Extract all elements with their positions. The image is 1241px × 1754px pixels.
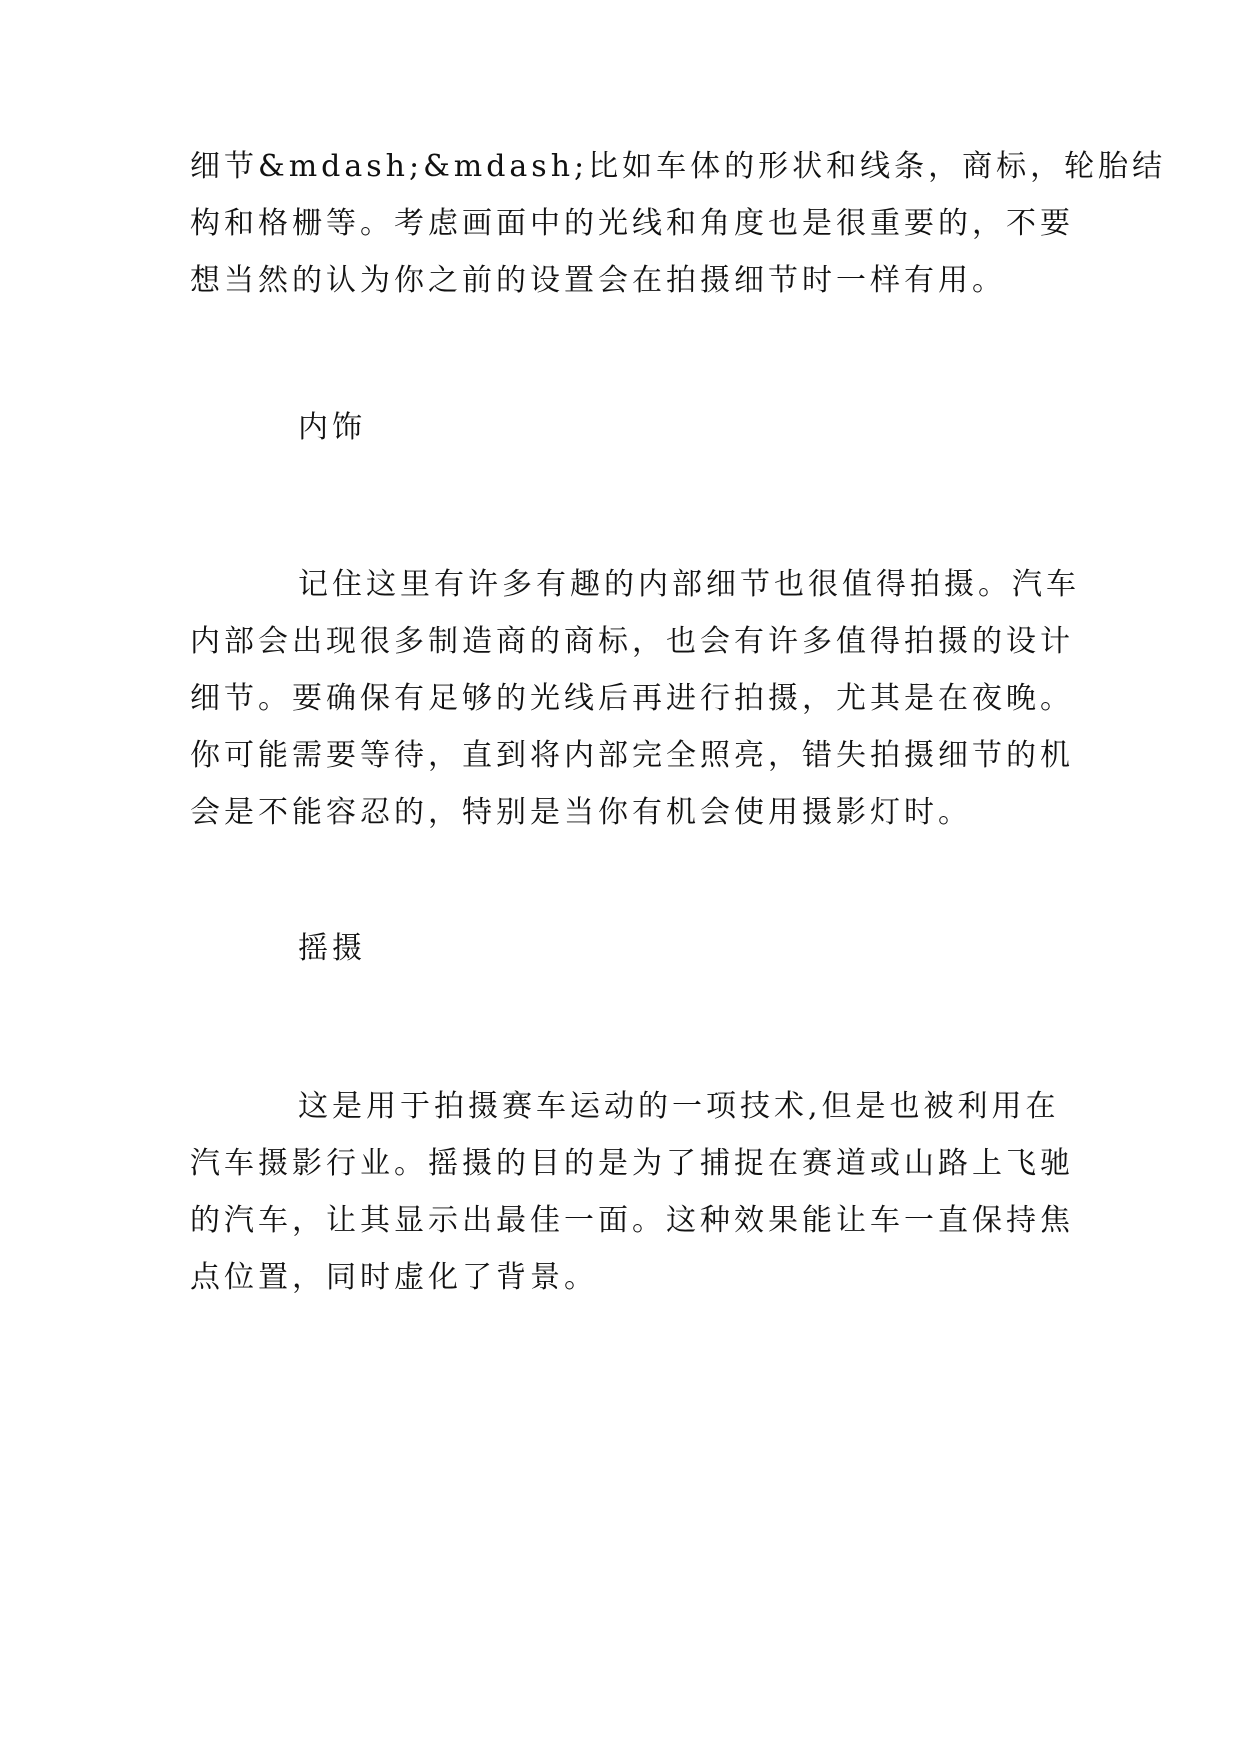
- paragraph-line: 细节。要确保有足够的光线后再进行拍摄，尤其是在夜晚。: [190, 681, 1074, 716]
- paragraph-line: 记住这里有许多有趣的内部细节也很值得拍摄。汽车: [298, 567, 1080, 602]
- paragraph-line: 细节&mdash;&mdash;比如车体的形状和线条，商标，轮胎结: [190, 149, 1167, 184]
- paragraph-line: 点位置，同时虚化了背景。: [190, 1260, 598, 1295]
- paragraph-line: 你可能需要等待，直到将内部完全照亮，错失拍摄细节的机: [190, 738, 1074, 773]
- paragraph-line: 这是用于拍摄赛车运动的一项技术,但是也被利用在: [298, 1089, 1060, 1124]
- paragraph-panning: [190, 1078, 1074, 1306]
- section-heading-interior: 内饰: [298, 410, 366, 445]
- paragraph-line: 汽车摄影行业。摇摄的目的是为了捕捉在赛道或山路上飞驰: [190, 1146, 1074, 1181]
- paragraph-line: 构和格栅等。考虑画面中的光线和角度也是很重要的，不要: [190, 206, 1074, 241]
- paragraph-interior: [190, 556, 1080, 841]
- paragraph-line: 内部会出现很多制造商的商标，也会有许多值得拍摄的设计: [190, 624, 1074, 659]
- paragraph-line: 会是不能容忍的，特别是当你有机会使用摄影灯时。: [190, 795, 972, 830]
- paragraph-line: 的汽车，让其显示出最佳一面。这种效果能让车一直保持焦: [190, 1203, 1074, 1238]
- paragraph-exterior-details: [190, 138, 1167, 309]
- section-heading-panning: 摇摄: [298, 931, 366, 966]
- paragraph-line: 想当然的认为你之前的设置会在拍摄细节时一样有用。: [190, 263, 1006, 298]
